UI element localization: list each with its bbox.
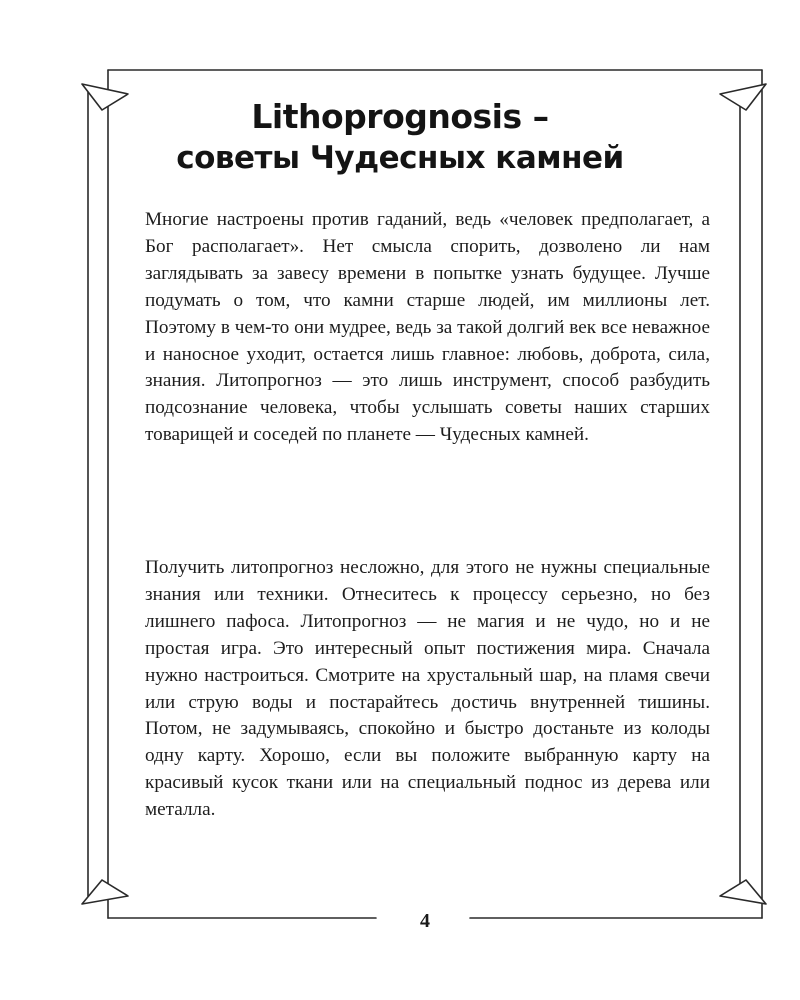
page-title-line2: советы Чудесных камней (176, 140, 624, 176)
paragraph-instructions: Получить литопрогноз несложно, для этого не нужны специальные знания или техники. Отнеситесь к процессу серьезно, но без лишнего пафоса. Литопрогноз — не магия и не чудо, но и не простая игра. Это интересный опыт постижения мира. Сначала нужно настроиться. Смотрите на хрустальный шар, на пламя свечи или струю воды и постарайтесь достичь внутренней тишины. Потом, не задумываясь, спокойно и быстро достаньте из колоды одну карту. Хорошо, если вы положите выбранную карту на красивый кусок ткани или на специальный поднос из дерева или металла. (145, 557, 710, 821)
corner-ornament-top-right (720, 84, 766, 110)
paragraph-intro: Многие настроены против гаданий, ведь «человек предполагает, а Бог располагает». Нет смысла спорить, дозволено ли нам заглядывать за завесу времени в попытке узнать будущее. Лучше подумать о том, что камни старше людей, им миллионы лет. Поэтому в чем-то они мудрее, ведь за такой долгий век все неважное и наносное уходит, остается лишь главное: любовь, доброта, сила, знания. Литопрогноз — это лишь инструмент, способ разбудить подсознание человека, чтобы услышать советы наших старших товарищей и соседей по планете — Чудесных камней. (145, 209, 710, 446)
corner-ornament-bottom-right (720, 880, 766, 904)
page-title-line1: Lithoprognosis – (251, 97, 549, 136)
page-number: 4 (420, 910, 430, 932)
page-title (100, 96, 700, 178)
corner-ornament-bottom-left (82, 880, 128, 904)
